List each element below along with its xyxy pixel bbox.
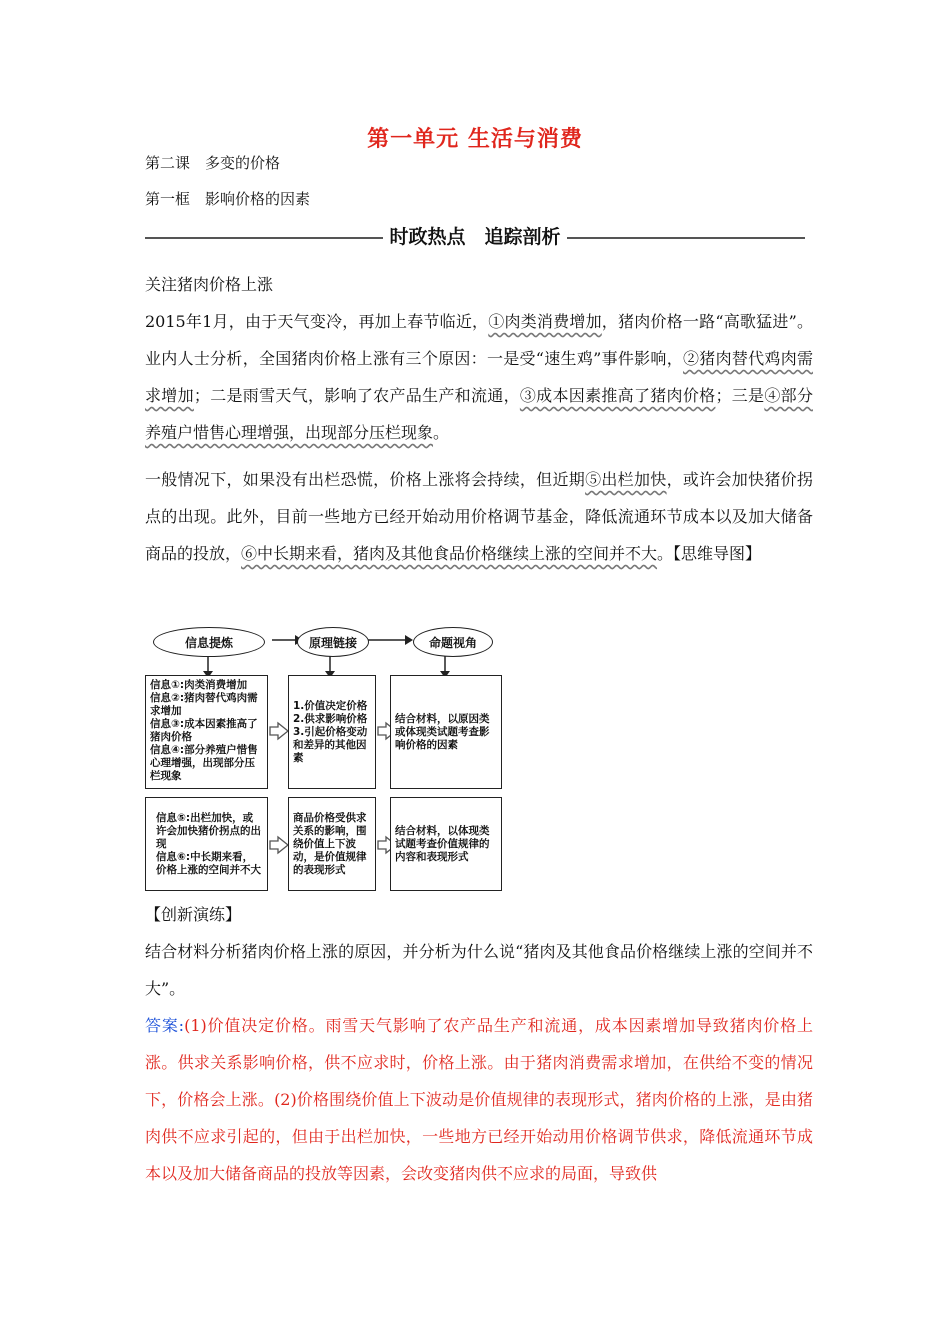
info-1: ①肉类消费增加: [488, 312, 602, 331]
banner-text: 时政热点 追踪剖析: [383, 226, 566, 248]
answer-block: [145, 1007, 813, 1192]
info-4: ④部分养殖户惜售心理增强，出现部分压栏现象: [145, 386, 813, 442]
info-box-1: 信息①:肉类消费增加 信息②:猪肉替代鸡肉需求增加 信息③:成本因素推高了猪肉价格 信息④:部分养殖户惜售心理增强，出现部分压栏现象: [145, 675, 268, 789]
question-text: 结合材料分析猪肉价格上涨的原因，并分析为什么说“猪肉及其他食品价格继续上涨的空间并不大”。: [145, 942, 813, 998]
header-question-angle: 命题视角: [413, 627, 493, 657]
answer-text: (1)价值决定价格。雨雪天气影响了农产品生产和流通，成本因素增加导致猪肉价格上涨。供求关系影响价格，供不应求时，价格上涨。由于猪肉消费需求增加，在供给不变的情况下，价格会上涨。(2)价格围绕价值上下波动是价值规律的表现形式，猪肉价格的上涨，是由猪肉供不应求引起的，但由于出栏加快，一些地方已经开始动用价格调节供求，降低流通环节成本以及加大储备商品的投放等因素，会改变猪肉供不应求的局面，导致供: [145, 1016, 813, 1183]
practice-heading: 【创新演练】: [145, 905, 242, 924]
principle-box-1: 1.价值决定价格 2.供求影响价格 3.引起价格变动和差异的其他因素: [288, 675, 376, 789]
material-paragraph-2: 一般情况下，如果没有出栏恐慌，价格上涨将会持续，但近期⑤出栏加快，或许会加快猪价拐点的出现。此外，目前一些地方已经开始动用价格调节基金，降低流通环节成本以及加大储备商品的投放，⑥中长期来看，猪肉及其他食品价格继续上涨的空间并不大。【思维导图】: [145, 470, 813, 563]
angle-box-2: 结合材料，以体现类试题考查价值规律的内容和表现形式: [390, 797, 502, 891]
info-box-2: 信息⑤:出栏加快，或许会加快猪价拐点的出现 信息⑥:中长期来看，价格上涨的空间并不大: [145, 797, 268, 891]
header-info-extraction: 信息提炼: [153, 627, 265, 657]
material-paragraph-1: 2015年1月，由于天气变冷，再加上春节临近，①肉类消费增加，猪肉价格一路“高歌猛进”。业内人士分析，全国猪肉价格上涨有三个原因：一是受“速生鸡”事件影响，②猪肉替代鸡肉需求增加；二是雨雪天气，影响了农产品生产和流通，③成本因素推高了猪肉价格；三是④部分养殖户惜售心理增强，出现部分压栏现象。: [145, 312, 813, 442]
lesson-label: 第二课 多变的价格: [145, 154, 281, 172]
topic-heading: 关注猪肉价格上涨: [145, 275, 274, 294]
angle-box-1: 结合材料，以原因类或体现类试题考查影响价格的因素: [390, 675, 502, 789]
section-label: 第一框 影响价格的因素: [145, 190, 311, 208]
info-3: ③成本因素推高了猪肉价格: [519, 386, 716, 405]
mind-map: [145, 625, 505, 893]
document-title: 第一单元 生活与消费: [367, 127, 583, 152]
info-5: ⑤出栏加快: [585, 470, 667, 489]
info-2: ②猪肉替代鸡肉需求增加: [145, 349, 813, 405]
header-principle-link: 原理链接: [297, 627, 369, 657]
answer-label: 答案:: [145, 1016, 185, 1035]
section-banner: [145, 222, 805, 252]
info-6: ⑥中长期来看，猪肉及其他食品价格继续上涨的空间并不大: [241, 544, 658, 563]
principle-box-2: 商品价格受供求关系的影响，围绕价值上下波动，是价值规律的表现形式: [288, 797, 376, 891]
